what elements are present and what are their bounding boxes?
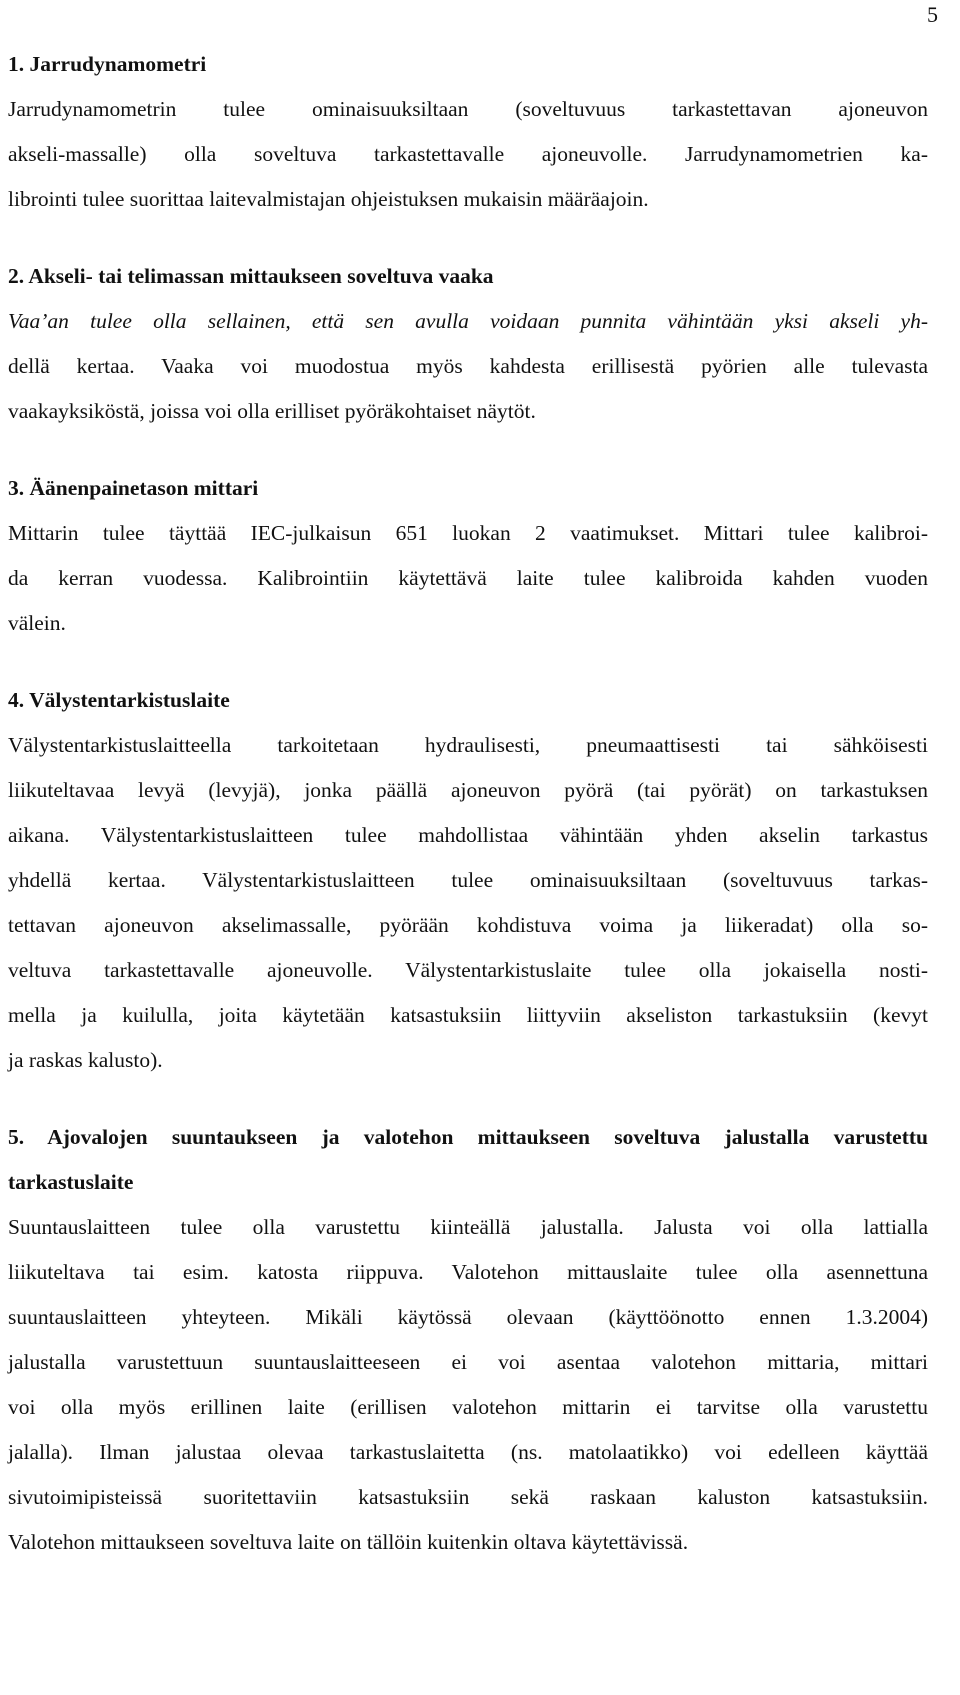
section-aanenpainetason-mittari <box>8 466 928 646</box>
paragraph-line: suuntauslaitteen yhteyteen. Mikäli käytössä olevaan (käyttöönotto ennen 1.3.2004) <box>8 1305 928 1329</box>
section-heading: 3. Äänenpainetason mittari <box>8 476 259 500</box>
section-heading: 1. Jarrudynamometri <box>8 52 207 76</box>
paragraph-line: Vaa’an tulee olla sellainen, että sen avulla voidaan punnita vähintään yksi akseli yh- <box>8 309 928 333</box>
section-heading: 5. Ajovalojen suuntaukseen ja valotehon mittaukseen soveltuva jalustalla varustettu <box>8 1125 928 1149</box>
paragraph-line: jalalla). Ilman jalustaa olevaa tarkastuslaitetta (ns. matolaatikko) voi edelleen käyttää <box>8 1440 928 1464</box>
paragraph-line: liikuteltavaa levyä (levyjä), jonka päällä ajoneuvon pyörä (tai pyörät) on tarkastuksen <box>8 778 928 802</box>
page-number: 5 <box>927 2 938 27</box>
paragraph-line: Jarrudynamometrin tulee ominaisuuksiltaan (soveltuvuus tarkastettavan ajoneuvon <box>8 97 928 121</box>
paragraph-line: veltuva tarkastettavalle ajoneuvolle. Välystentarkistuslaite tulee olla jokaisella nosti- <box>8 958 928 982</box>
paragraph-line: Suuntauslaitteen tulee olla varustettu kiinteällä jalustalla. Jalusta voi olla lattialla <box>8 1215 928 1239</box>
paragraph-line: ja raskas kalusto). <box>8 1048 163 1072</box>
section-ajovalojen-tarkastuslaite <box>8 1115 928 1565</box>
paragraph-line: Välystentarkistuslaitteella tarkoitetaan hydraulisesti, pneumaattisesti tai sähköisesti <box>8 733 928 757</box>
paragraph-line: vaakayksiköstä, joissa voi olla erilliset pyöräkohtaiset näytöt. <box>8 399 536 423</box>
paragraph-line: välein. <box>8 611 66 635</box>
paragraph-line: aikana. Välystentarkistuslaitteen tulee mahdollistaa vähintään yhden akselin tarkastus <box>8 823 928 847</box>
paragraph-line: yhdellä kertaa. Välystentarkistuslaitteen tulee ominaisuuksiltaan (soveltuvuus tarkas- <box>8 868 928 892</box>
paragraph-line: jalustalla varustettuun suuntauslaitteeseen ei voi asentaa valotehon mittaria, mittari <box>8 1350 928 1374</box>
paragraph-line: tettavan ajoneuvon akselimassalle, pyörään kohdistuva voima ja liikeradat) olla so- <box>8 913 928 937</box>
paragraph-line: liikuteltava tai esim. katosta riippuva. Valotehon mittauslaite tulee olla asennettuna <box>8 1260 928 1284</box>
paragraph-line: Valotehon mittaukseen soveltuva laite on tällöin kuitenkin oltava käytettävissä. <box>8 1530 689 1554</box>
section-heading: 2. Akseli- tai telimassan mittaukseen soveltuva vaaka <box>8 264 494 288</box>
paragraph-line: librointi tulee suorittaa laitevalmistajan ohjeistuksen mukaisin määräajoin. <box>8 187 649 211</box>
document-body <box>8 42 928 1597</box>
paragraph-line: sivutoimipisteissä suoritettaviin katsastuksiin sekä raskaan kaluston katsastuksiin. <box>8 1485 928 1509</box>
paragraph-line: mella ja kuilulla, joita käytetään katsastuksiin liittyviin akseliston tarkastuksiin (kevyt <box>8 1003 928 1027</box>
paragraph-line: da kerran vuodessa. Kalibrointiin käytettävä laite tulee kalibroida kahden vuoden <box>8 566 928 590</box>
paragraph-line: voi olla myös erillinen laite (erillisen valotehon mittarin ei tarvitse olla varustettu <box>8 1395 928 1419</box>
section-jarrudynamometri <box>8 42 928 222</box>
paragraph-line: dellä kertaa. Vaaka voi muodostua myös kahdesta erillisestä pyörien alle tulevasta <box>8 354 928 378</box>
section-vaaka <box>8 254 928 434</box>
section-valystentarkistuslaite <box>8 678 928 1083</box>
paragraph-line: Mittarin tulee täyttää IEC-julkaisun 651 luokan 2 vaatimukset. Mittari tulee kalibroi- <box>8 521 928 545</box>
paragraph-line: akseli-massalle) olla soveltuva tarkastettavalle ajoneuvolle. Jarrudynamometrien ka- <box>8 142 928 166</box>
section-heading-continuation: tarkastuslaite <box>8 1170 134 1194</box>
section-heading: 4. Välystentarkistuslaite <box>8 688 230 712</box>
